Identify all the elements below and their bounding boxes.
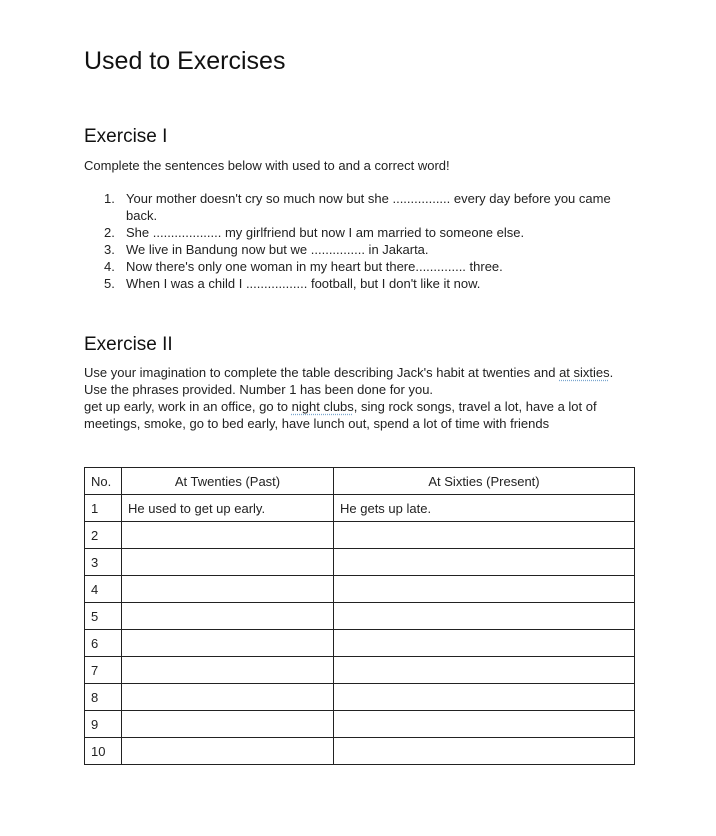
row-number: 2 — [85, 522, 122, 549]
spellcheck-underlined-text: at sixties — [559, 365, 610, 380]
table-row — [85, 603, 635, 630]
twenties-cell[interactable] — [122, 522, 334, 549]
twenties-cell[interactable]: He used to get up early. — [122, 495, 334, 522]
row-number: 10 — [85, 738, 122, 765]
header-sixties: At Sixties (Present) — [334, 468, 635, 495]
table-row — [85, 549, 635, 576]
item-number: 4. — [104, 259, 115, 274]
instruction-text: . — [609, 365, 614, 380]
item-text: When I was a child I ................. football, but I don't like it now. — [126, 276, 481, 291]
list-item — [84, 224, 624, 241]
phrase-text: , sing rock songs, travel a lot, have a lot of meetings, smoke, go to bed early, have lunch out, spend a lot of time with friends — [84, 399, 597, 431]
twenties-cell[interactable] — [122, 630, 334, 657]
table-row — [85, 495, 635, 522]
exercise-1-instruction: Complete the sentences below with used to and a correct word! — [84, 158, 450, 173]
sixties-cell[interactable] — [334, 522, 635, 549]
row-number: 1 — [85, 495, 122, 522]
row-number: 9 — [85, 711, 122, 738]
twenties-cell[interactable] — [122, 576, 334, 603]
item-text: Your mother doesn't cry so much now but she ................ every day before you came back. — [126, 191, 611, 223]
item-text: We live in Bandung now but we ............... in Jakarta. — [126, 242, 429, 257]
twenties-cell[interactable] — [122, 603, 334, 630]
table-header-row — [85, 468, 635, 495]
row-number: 5 — [85, 603, 122, 630]
table-row — [85, 630, 635, 657]
phrase-list — [84, 398, 629, 432]
row-number: 3 — [85, 549, 122, 576]
habits-table — [84, 467, 635, 765]
list-item — [84, 275, 624, 292]
item-number: 3. — [104, 242, 115, 257]
instruction-text: Use the phrases provided. Number 1 has been done for you. — [84, 382, 434, 397]
sixties-cell[interactable] — [334, 738, 635, 765]
phrase-text: get up early, work in an office, go to — [84, 399, 292, 414]
twenties-cell[interactable] — [122, 657, 334, 684]
spellcheck-underlined-text: night clubs — [291, 399, 354, 414]
twenties-cell[interactable] — [122, 738, 334, 765]
twenties-cell[interactable] — [122, 711, 334, 738]
row-number: 4 — [85, 576, 122, 603]
sixties-cell[interactable] — [334, 657, 635, 684]
table-row — [85, 576, 635, 603]
table-row — [85, 738, 635, 765]
exercise-1-list — [84, 190, 624, 292]
list-item — [84, 190, 624, 224]
instruction-text: Use your imagination to complete the table describing Jack's habit at twenties and — [84, 365, 560, 380]
row-number: 8 — [85, 684, 122, 711]
list-item — [84, 258, 624, 275]
item-text: She ................... my girlfriend but now I am married to someone else. — [126, 225, 525, 240]
row-number: 7 — [85, 657, 122, 684]
sixties-cell[interactable] — [334, 684, 635, 711]
sixties-cell[interactable] — [334, 630, 635, 657]
table-row — [85, 657, 635, 684]
sixties-cell[interactable] — [334, 603, 635, 630]
sixties-cell[interactable] — [334, 711, 635, 738]
item-text: Now there's only one woman in my heart but there.............. three. — [126, 259, 503, 274]
exercise-1-heading: Exercise I — [84, 126, 168, 147]
exercise-2-heading: Exercise II — [84, 334, 173, 355]
list-item — [84, 241, 624, 258]
table-row — [85, 711, 635, 738]
sixties-cell[interactable] — [334, 549, 635, 576]
item-number: 5. — [104, 276, 115, 291]
exercise-2-instruction — [84, 364, 629, 398]
sixties-cell[interactable]: He gets up late. — [334, 495, 635, 522]
header-no: No. — [85, 468, 122, 495]
table-row — [85, 684, 635, 711]
document-title: Used to Exercises — [84, 47, 286, 75]
header-twenties: At Twenties (Past) — [122, 468, 334, 495]
item-number: 2. — [104, 225, 115, 240]
item-number: 1. — [104, 191, 115, 206]
table-row — [85, 522, 635, 549]
twenties-cell[interactable] — [122, 684, 334, 711]
sixties-cell[interactable] — [334, 576, 635, 603]
twenties-cell[interactable] — [122, 549, 334, 576]
row-number: 6 — [85, 630, 122, 657]
